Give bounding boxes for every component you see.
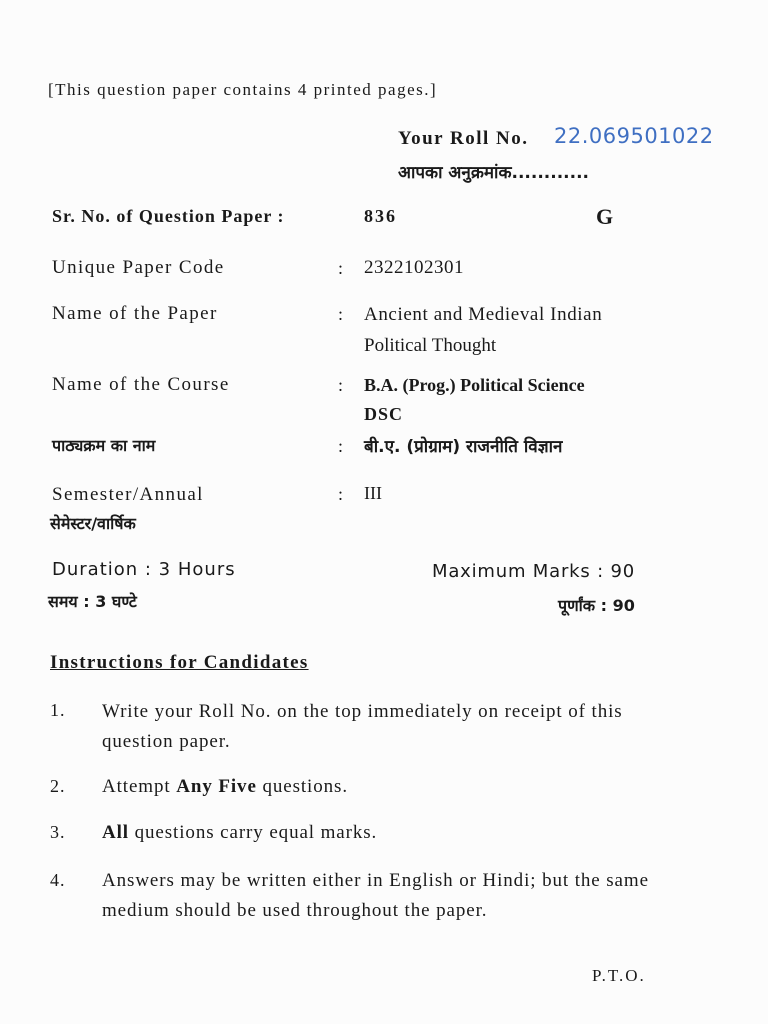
instruction-text-pre: Attempt [102,776,177,797]
please-turn-over: P.T.O. [592,966,646,985]
semester-colon: : [338,484,344,504]
course-name-label: Name of the Course [52,374,230,395]
max-marks-label: Maximum Marks : 90 [432,561,635,582]
duration-hindi: समय : 3 घण्टे [48,592,137,611]
sr-no-label: Sr. No. of Question Paper : [52,206,285,226]
instruction-text-post: questions carry equal marks. [128,822,378,843]
semester-label: Semester/Annual [52,484,204,505]
paper-name-line2: Political Thought [364,335,497,356]
course-name-hindi-value: बी.ए. (प्रोग्राम) राजनीति विज्ञान [364,437,563,457]
course-name-hindi-colon: : [338,436,344,456]
paper-name-label: Name of the Paper [52,303,218,324]
course-name-hindi-label: पाठ्यक्रम का नाम [52,436,156,455]
roll-no-handwritten: 22.069501022 [554,124,714,148]
course-name-line2: DSC [364,404,404,424]
roll-no-label: Your Roll No. [398,128,529,149]
paper-code-value: 2322102301 [364,257,464,278]
max-marks-hindi: पूर्णांक : 90 [558,596,635,615]
instruction-text: Answers may be written either in English or Hindi; but the same medium should be used throughout the paper. [102,870,649,921]
course-name-line1: B.A. (Prog.) Political Science [364,375,585,395]
course-name-colon: : [338,375,344,395]
instruction-emphasis: Any Five [176,776,257,797]
instruction-number: 2. [50,776,66,796]
instruction-text [102,772,672,802]
roll-no-hindi-label: आपका अनुक्रमांक............ [398,163,590,183]
instruction-number: 3. [50,822,66,842]
semester-hindi-label: सेमेस्टर/वार्षिक [50,514,136,533]
sr-no-value: 836 [364,206,397,226]
page-count-note: [This question paper contains 4 printed pages.] [48,80,438,99]
instructions-title: Instructions for Candidates [50,652,309,673]
instruction-number: 4. [50,870,66,890]
paper-set: G [596,204,614,229]
paper-name-colon: : [338,304,344,324]
instruction-text [102,818,672,848]
instruction-number: 1. [50,700,66,720]
paper-code-colon: : [338,258,344,278]
paper-code-label: Unique Paper Code [52,257,225,278]
instruction-emphasis: All [102,822,129,843]
semester-value: III [364,483,382,503]
instruction-text: Write your Roll No. on the top immediately on receipt of this question paper. [102,701,623,752]
paper-name-line1: Ancient and Medieval Indian [364,304,603,325]
duration-label: Duration : 3 Hours [52,559,236,580]
instruction-text-post: questions. [256,776,348,797]
